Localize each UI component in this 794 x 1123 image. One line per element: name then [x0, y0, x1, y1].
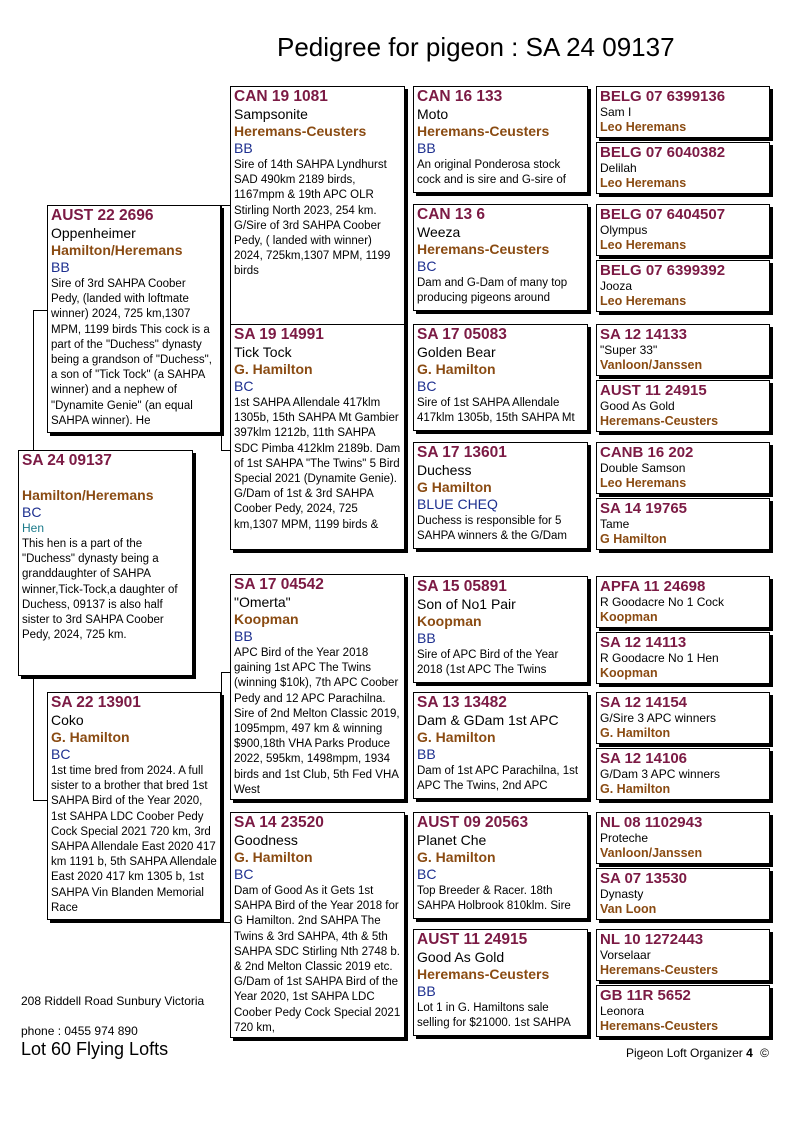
breeder-name: G. Hamilton: [234, 361, 313, 377]
great-great-grandparent-card: [596, 86, 770, 138]
ring-number: SA 12 14154: [600, 694, 688, 711]
connector-line: [33, 800, 47, 801]
pigeon-notes: An original Ponderosa stock cock and is sire and G-sire of: [417, 159, 566, 187]
connector-line: [590, 957, 591, 1014]
ring-number: NL 10 1272443: [600, 931, 704, 948]
pigeon-color: BC: [417, 866, 437, 882]
great-great-grandparent-card: [596, 748, 770, 800]
great-great-grandparent-card: [596, 260, 770, 312]
pigeon-notes: Lot 1 in G. Hamiltons sale selling for $21000. 1st SAHPA: [417, 1002, 571, 1030]
connector-line: [590, 719, 591, 776]
great-great-grandparent-card: [596, 442, 770, 494]
ring-number: SA 12 14113: [600, 634, 687, 651]
pigeon-name: Good As Gold: [417, 949, 505, 965]
pigeon-notes: Dam of 1st APC Parachilna, 1st APC The Twins, 2nd APC: [417, 765, 579, 793]
loft-phone: phone : 0455 974 890: [21, 1024, 138, 1038]
pigeon-name: Coko: [51, 712, 84, 728]
pigeon-name: Jooza: [600, 279, 633, 293]
ring-number: SA 22 13901: [51, 694, 141, 711]
breeder-name: G. Hamilton: [417, 361, 496, 377]
pigeon-name: Moto: [417, 106, 449, 122]
breeder-name: G Hamilton: [417, 479, 492, 495]
pigeon-name: Son of No1 Pair: [417, 596, 516, 612]
great-grandparent-card: [413, 929, 588, 1036]
breeder-name: G. Hamilton: [417, 849, 496, 865]
connector-line: [590, 112, 591, 170]
grandsire-maternal-card: [230, 574, 405, 800]
grandsire-paternal-card: [230, 86, 405, 340]
ring-number: BELG 07 6404507: [600, 206, 726, 223]
ring-number: BELG 07 6399392: [600, 262, 726, 279]
ring-number: GB 11R 5652: [600, 987, 691, 1004]
ring-number: BELG 07 6399136: [600, 88, 726, 105]
software-credit: [626, 1046, 769, 1060]
connector-line: [590, 467, 591, 524]
connector-line: [590, 838, 591, 895]
breeder-name: Koopman: [417, 613, 482, 629]
pigeon-name: Olympus: [600, 223, 648, 237]
great-grandparent-card: [413, 204, 588, 311]
great-great-grandparent-card: [596, 498, 770, 550]
great-great-grandparent-card: [596, 576, 770, 628]
breeder-name: Leo Heremans: [600, 176, 687, 190]
pigeon-notes: 1st time bred from 2024. A full sister to a brother that bred 1st SAHPA Bird of the Year 2020, 1st SAHPA LDC Coober Pedy Cock Special 2021 720 km, 3rd SAHPA Allendale East 2020 417 km 1191 b, 5th SAHPA Allendale East 2020 417 km 1305 b, 1st SAHPA Vin Blanden Memorial Race: [51, 765, 217, 914]
pigeon-name: [22, 470, 189, 487]
pigeon-notes: Duchess is responsible for 5 SAHPA winners & the G/Dam: [417, 515, 567, 543]
pigeon-color: BC: [417, 258, 437, 274]
ring-number: SA 14 23520: [234, 814, 324, 831]
breeder-name: Leo Heremans: [600, 476, 687, 490]
pigeon-color: BC: [234, 866, 254, 882]
breeder-name: Heremans-Ceusters: [417, 123, 550, 139]
pigeon-notes: APC Bird of the Year 2018 gaining 1st APC The Twins (winning $10k), 7th APC Coober Pedy and 12 APC Parachilna. Sire of 2nd Melton Classic 2019, 1095mpm, 497 km & winning $900,18th VHA Parks Produce 2022, 595km, 1498mpm, 1934 birds and 1st Club, 5th Fed VHA West: [234, 647, 400, 796]
breeder-name: Hamilton/Heremans: [22, 487, 154, 503]
pigeon-name: "Super 33": [600, 343, 658, 357]
software-version: 4: [746, 1046, 753, 1060]
sire-card: [47, 205, 221, 433]
ring-number: CAN 16 133: [417, 88, 503, 105]
great-great-grandparent-card: [596, 812, 770, 864]
pigeon-name: Tame: [600, 517, 630, 531]
great-grandparent-card: [413, 812, 588, 919]
connector-line: [221, 672, 222, 922]
breeder-name: Heremans-Ceusters: [417, 241, 550, 257]
great-grandparent-card: [413, 86, 588, 193]
breeder-name: G. Hamilton: [417, 729, 496, 745]
pigeon-name: Good As Gold: [600, 399, 675, 413]
breeder-name: Hamilton/Heremans: [51, 242, 183, 258]
breeder-name: Leo Heremans: [600, 294, 687, 308]
connector-line: [221, 205, 230, 206]
ring-number: CAN 13 6: [417, 206, 486, 223]
ring-number: AUST 22 2696: [51, 207, 154, 224]
loft-name: Lot 60 Flying Lofts: [21, 1039, 169, 1059]
pigeon-name: Leonora: [600, 1004, 645, 1018]
breeder-name: Heremans-Ceusters: [600, 1019, 719, 1033]
ring-number: SA 24 09137: [22, 452, 112, 469]
pigeon-notes: Sire of APC Bird of the Year 2018 (1st APC The Twins: [417, 649, 559, 677]
breeder-name: G. Hamilton: [51, 729, 130, 745]
granddam-maternal-card: [230, 812, 405, 1038]
ring-number: SA 17 13601: [417, 444, 507, 461]
breeder-name: Koopman: [600, 666, 658, 680]
breeder-name: Koopman: [234, 611, 299, 627]
pigeon-notes: Dam and G-Dam of many top producing pigeons around: [417, 277, 568, 305]
connector-line: [33, 310, 47, 311]
pigeon-notes: Sire of 3rd SAHPA Coober Pedy, (landed with loftmate winner) 2024, 725 km,1307 MPM, 1199 birds This cock is a part of the "Duchess" dynasty being a grandson of "Duchess", a son of "Tick Tock" (a SAHPA winner) and a nephew of "Dynamite Genie" (an equal SAHPA winner). He: [51, 278, 212, 427]
breeder-name: G. Hamilton: [600, 782, 671, 796]
ring-number: SA 15 05891: [417, 578, 507, 595]
connector-line: [33, 310, 34, 450]
breeder-name: Leo Heremans: [600, 120, 687, 134]
pigeon-notes: Sire of 14th SAHPA Lyndhurst SAD 490km 2189 birds, 1167mpm & 19th APC OLR Stirling North 2023, 254 km. G/Sire of 3rd SAHPA Coober Pedy, ( landed with winner) 2024, 725km,1307 MPM, 1199 birds: [234, 159, 391, 278]
ring-number: SA 12 14106: [600, 750, 688, 767]
copyright-symbol: ©: [760, 1046, 769, 1060]
great-great-grandparent-card: [596, 204, 770, 256]
pigeon-notes: Dam of Good As it Gets 1st SAHPA Bird of the Year 2018 for G Hamilton. 2nd SAHPA The Twins & 3rd SAHPA, 4th & 5th SAHPA SDC Stirling Nth 2748 b. & 2nd Melton Classic 2019 etc. G/Dam of 1st SAHPA Bird of the Year 2020, 1st SAHPA LDC Coober Pedy Cock Special 2021 720 km,: [234, 885, 401, 1034]
ring-number: AUST 09 20563: [417, 814, 529, 831]
ring-number: SA 17 04542: [234, 576, 324, 593]
pigeon-color: BB: [417, 746, 436, 762]
subject-pigeon-card: [18, 450, 193, 676]
great-grandparent-card: [413, 576, 588, 683]
breeder-name: Leo Heremans: [600, 238, 687, 252]
breeder-name: Van Loon: [600, 902, 657, 916]
ring-number: APFA 11 24698: [600, 578, 706, 595]
pigeon-name: Weeza: [417, 224, 461, 240]
pigeon-color: BLUE CHEQ: [417, 496, 498, 512]
breeder-name: Heremans-Ceusters: [234, 123, 367, 139]
pigeon-color: BB: [234, 628, 253, 644]
breeder-name: Vanloon/Janssen: [600, 358, 703, 372]
pigeon-name: Proteche: [600, 831, 649, 845]
great-grandparent-card: [413, 442, 588, 549]
breeder-name: G. Hamilton: [234, 849, 313, 865]
dam-card: [47, 692, 221, 920]
ring-number: SA 07 13530: [600, 870, 688, 887]
pigeon-color: BB: [51, 259, 70, 275]
pigeon-name: Oppenheimer: [51, 225, 136, 241]
pigeon-name: Dynasty: [600, 887, 644, 901]
pigeon-color: BC: [51, 746, 71, 762]
breeder-name: G Hamilton: [600, 532, 667, 546]
page-title: Pedigree for pigeon : SA 24 09137: [277, 32, 675, 62]
connector-line: [33, 676, 34, 800]
great-grandparent-card: [413, 692, 588, 799]
pigeon-name: Golden Bear: [417, 344, 496, 360]
great-great-grandparent-card: [596, 929, 770, 981]
connector-line: [590, 231, 591, 288]
connector-line: [590, 602, 591, 660]
pigeon-name: R Goodacre No 1 Cock: [600, 595, 725, 609]
great-great-grandparent-card: [596, 985, 770, 1037]
ring-number: NL 08 1102943: [600, 814, 703, 831]
great-great-grandparent-card: [596, 632, 770, 684]
ring-number: SA 12 14133: [600, 326, 688, 343]
great-great-grandparent-card: [596, 142, 770, 194]
connector-line: [221, 922, 230, 923]
connector-line: [590, 349, 591, 407]
pigeon-color: BC: [234, 378, 254, 394]
software-name: Pigeon Loft Organizer: [626, 1046, 743, 1060]
pigeon-color: BC: [22, 504, 42, 520]
pigeon-name: Sam I: [600, 105, 632, 119]
pigeon-name: R Goodacre No 1 Hen: [600, 651, 719, 665]
breeder-name: Heremans-Ceusters: [600, 963, 719, 977]
ring-number: SA 13 13482: [417, 694, 507, 711]
connector-line: [406, 140, 407, 262]
pigeon-name: Duchess: [417, 462, 472, 478]
pigeon-name: Goodness: [234, 832, 298, 848]
loft-address: 208 Riddell Road Sunbury Victoria: [21, 994, 205, 1008]
pigeon-notes: This hen is a part of the "Duchess" dynasty being a granddaughter of SAHPA winner,Tick-Tock,a daughter of Duchess, 09137 is also half sister to 3rd SAHPA Coober Pedy, 2024, 725 km.: [22, 538, 178, 642]
connector-line: [221, 672, 230, 673]
ring-number: CANB 16 202: [600, 444, 694, 461]
breeder-name: Koopman: [600, 610, 658, 624]
pigeon-color: BC: [417, 378, 437, 394]
pigeon-notes: Top Breeder & Racer. 18th SAHPA Holbrook 810klm. Sire: [417, 885, 571, 913]
breeder-name: Heremans-Ceusters: [600, 414, 719, 428]
connector-line: [406, 631, 407, 755]
pigeon-name: Vorselaar: [600, 948, 651, 962]
pigeon-name: Planet Che: [417, 832, 487, 848]
pigeon-name: Double Samson: [600, 461, 686, 475]
pigeon-name: Dam & GDam 1st APC: [417, 712, 559, 728]
pigeon-name: Sampsonite: [234, 106, 308, 122]
great-great-grandparent-card: [596, 868, 770, 920]
breeder-name: Vanloon/Janssen: [600, 846, 703, 860]
pigeon-color: BB: [417, 983, 436, 999]
ring-number: CAN 19 1081: [234, 88, 328, 105]
pigeon-notes: 1st SAHPA Allendale 417klm 1305b, 15th SAHPA Mt Gambier 397klm 1212b, 11th SAHPA SDC Pimba 412klm 2189b. Dam of 1st SAHPA "The Twins" 5 Bird Special 2021 (Dynamite Genie). G/Dam of 1st & 3rd SAHPA Coober Pedy, 2024, 725 km,1307 MPM, 1199 birds &: [234, 397, 401, 531]
ring-number: SA 17 05083: [417, 326, 507, 343]
ring-number: SA 19 14991: [234, 326, 324, 343]
pigeon-name: "Omerta": [234, 594, 291, 610]
breeder-name: Heremans-Ceusters: [417, 966, 550, 982]
pigeon-name: Delilah: [600, 161, 637, 175]
pigeon-color: BB: [417, 630, 436, 646]
great-great-grandparent-card: [596, 692, 770, 744]
connector-line: [406, 387, 407, 512]
ring-number: SA 14 19765: [600, 500, 688, 517]
connector-line: [221, 450, 230, 451]
breeder-name: G. Hamilton: [600, 726, 671, 740]
pigeon-name: G/Sire 3 APC winners: [600, 711, 717, 725]
ring-number: AUST 11 24915: [417, 931, 528, 948]
ring-number: AUST 11 24915: [600, 382, 707, 399]
ring-number: BELG 07 6040382: [600, 144, 726, 161]
granddam-paternal-card: [230, 324, 405, 550]
connector-line: [406, 870, 407, 995]
great-grandparent-card: [413, 324, 588, 431]
pigeon-color: BB: [417, 140, 436, 156]
pigeon-notes: Sire of 1st SAHPA Allendale 417klm 1305b, 15th SAHPA Mt: [417, 397, 575, 425]
pigeon-color: BB: [234, 140, 253, 156]
connector-line: [221, 205, 222, 450]
pigeon-name: G/Dam 3 APC winners: [600, 767, 721, 781]
great-great-grandparent-card: [596, 324, 770, 376]
pigeon-sex: Hen: [22, 521, 45, 535]
great-great-grandparent-card: [596, 380, 770, 432]
pigeon-name: Tick Tock: [234, 344, 292, 360]
